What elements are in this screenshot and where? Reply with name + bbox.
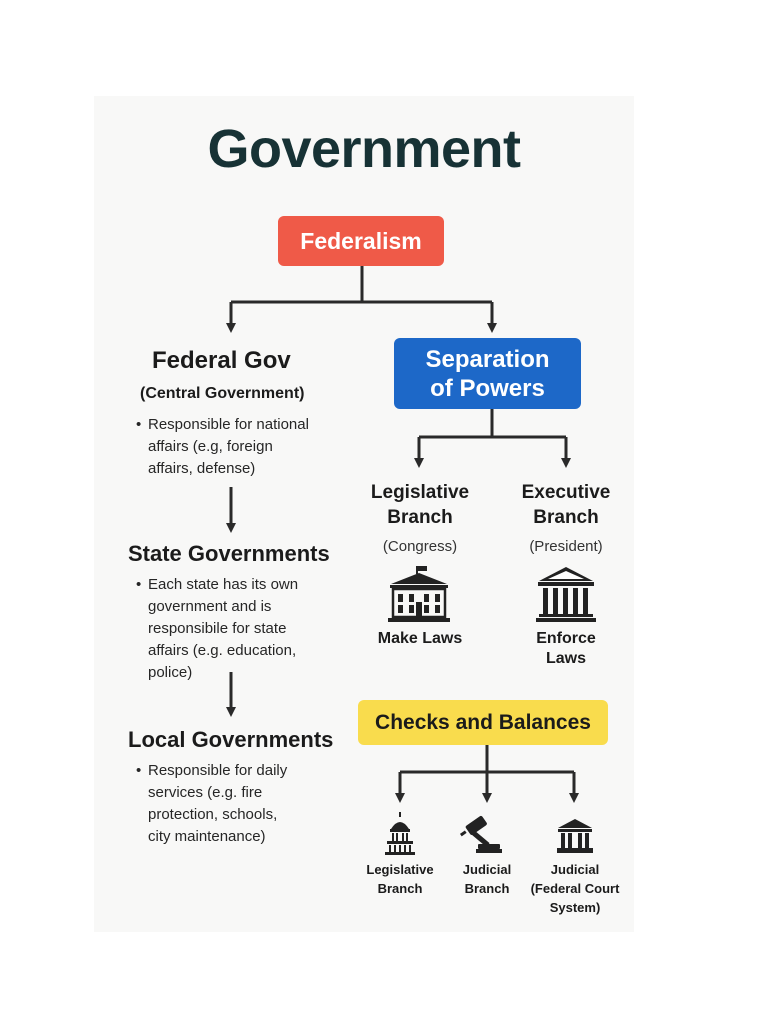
state-gov-bullet (136, 574, 299, 684)
bullet-dot: • (136, 762, 142, 779)
bullet-line: Responsible for daily (148, 762, 288, 779)
bottom-court-label (520, 860, 630, 917)
label-line: Judicial (550, 862, 600, 877)
executive-action-1: Enforce (536, 630, 596, 647)
label-line: Branch (377, 881, 423, 896)
federal-gov-heading: Federal Gov (152, 347, 291, 374)
label-line: Judicial (462, 862, 512, 877)
columns-building-icon (536, 566, 596, 624)
executive-title-1: Executive (521, 482, 611, 503)
separation-line-2: of Powers (430, 374, 545, 402)
bullet-line: police) (148, 664, 193, 681)
checks-and-balances-box: Checks and Balances (358, 700, 608, 745)
bullet-line: responsibile for state (148, 620, 287, 637)
executive-sub: (President) (529, 538, 603, 555)
legislative-sub: (Congress) (382, 538, 458, 555)
label-line: System) (549, 900, 601, 915)
connector-separation (419, 409, 566, 437)
state-gov-heading: State Governments (128, 541, 330, 566)
legislative-title-1: Legislative (370, 482, 470, 503)
separation-line-1: Separation (425, 345, 550, 373)
legislative-branch (354, 480, 486, 555)
gavel-icon (456, 814, 502, 854)
bullet-line: affairs, defense) (148, 460, 256, 477)
label-line: Legislative (366, 862, 434, 877)
bullet-line: city maintenance) (148, 828, 266, 845)
bullet-dot: • (136, 416, 142, 433)
bullet-line: services (e.g. fire (148, 784, 263, 801)
connector-federalism (231, 266, 492, 302)
bullet-line: government and is (148, 598, 272, 615)
building-icon (388, 566, 450, 624)
bullet-line: Each state has its own (148, 576, 299, 593)
bullet-line: Responsible for national (148, 416, 309, 433)
connector-checks (400, 745, 574, 772)
bullet-line: protection, schools, (148, 806, 278, 823)
federal-gov-bullet (136, 414, 309, 480)
bullet-line: affairs (e.g, foreign (148, 438, 273, 455)
capitol-icon (384, 812, 416, 856)
local-gov-bullet (136, 760, 288, 848)
separation-of-powers-box (394, 338, 581, 409)
bottom-legislative-label (350, 860, 450, 898)
label-line: Branch (464, 881, 510, 896)
executive-action-2: Laws (545, 650, 586, 667)
courthouse-icon (556, 818, 594, 854)
executive-action (500, 629, 632, 669)
executive-branch (500, 480, 632, 555)
bullet-line: affairs (e.g. education, (148, 642, 297, 659)
label-line: (Federal Court (530, 881, 620, 896)
executive-title-2: Branch (533, 507, 599, 528)
legislative-title-2: Branch (387, 507, 453, 528)
legislative-action: Make Laws (377, 630, 463, 647)
bullet-dot: • (136, 576, 142, 593)
federalism-box: Federalism (278, 216, 444, 266)
local-gov-heading: Local Governments (128, 727, 334, 752)
page-title: Government (207, 119, 521, 179)
federal-gov-sub: (Central Government) (140, 385, 305, 402)
